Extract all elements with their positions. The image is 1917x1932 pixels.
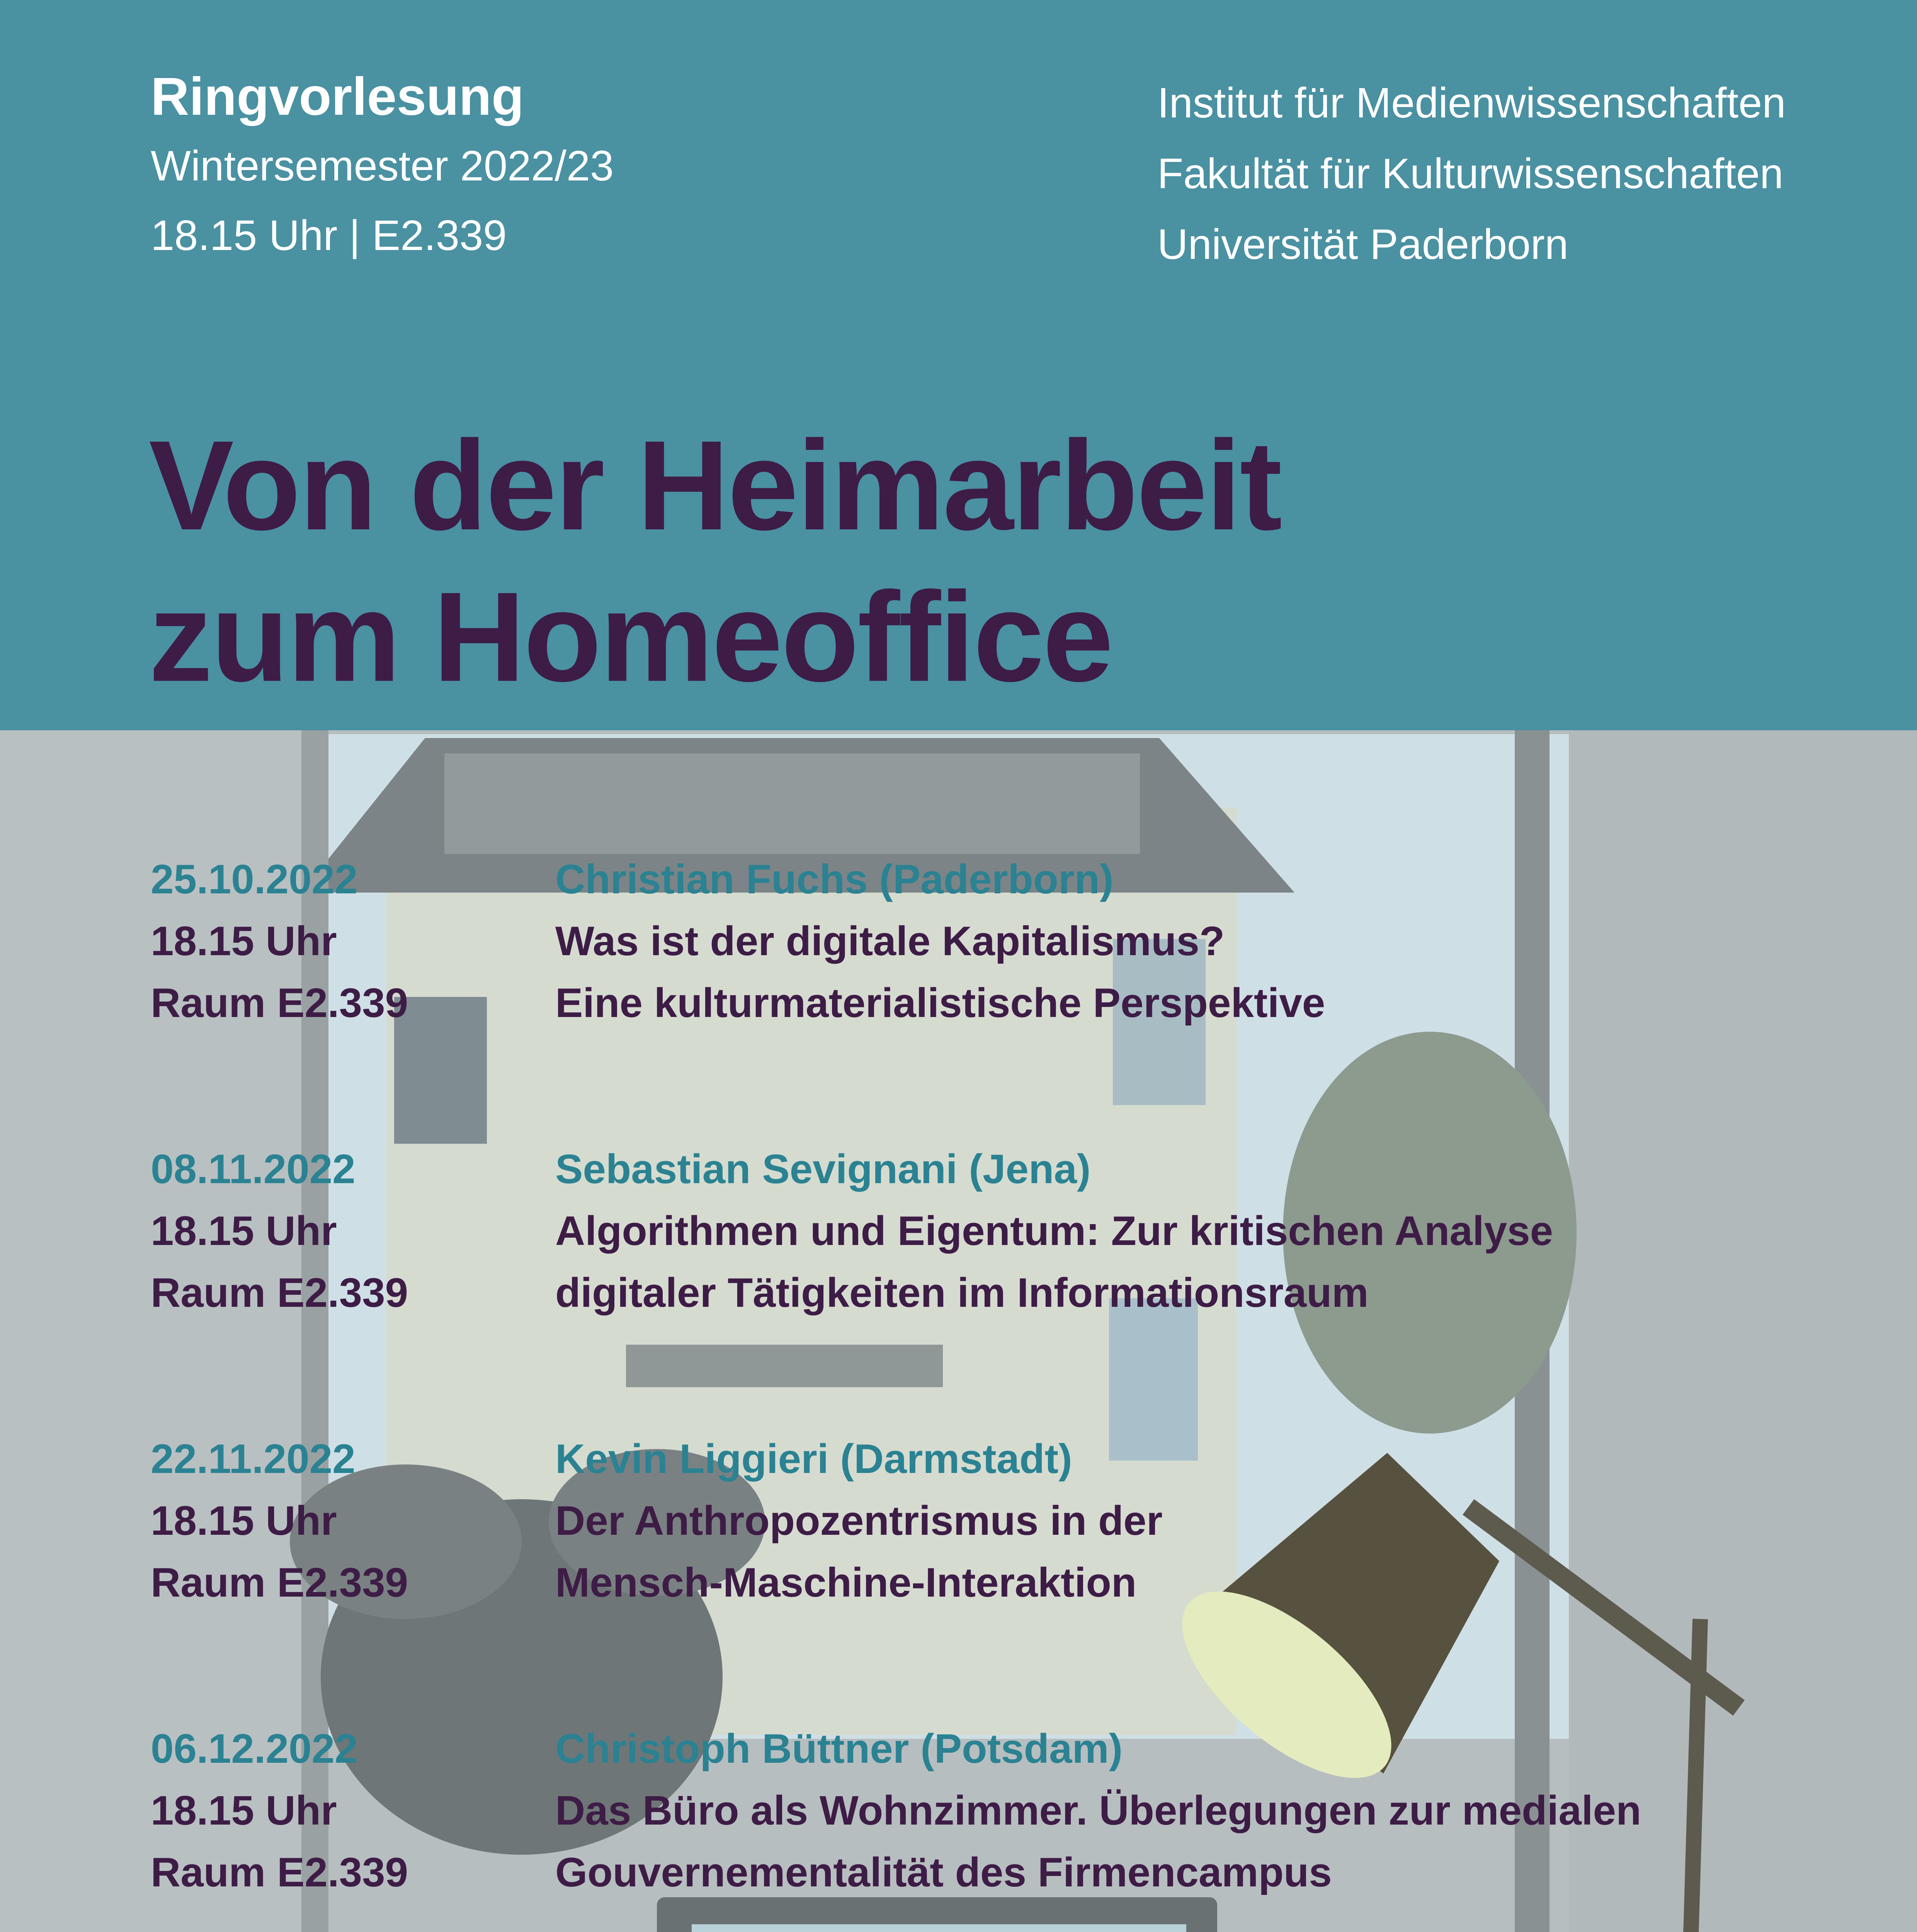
title-line-1: Von der Heimarbeit (149, 414, 1281, 556)
lecture-room: Raum E2.339 (151, 1269, 408, 1316)
time-room-label: 18.15 Uhr | E2.339 (151, 212, 507, 259)
lecture-room: Raum E2.339 (151, 980, 408, 1026)
lecture-title-line-2: digitaler Tätigkeiten im Informationsraum (555, 1269, 1369, 1316)
lecture-title-line-1: Algorithmen und Eigentum: Zur kritischen Analyse (555, 1208, 1553, 1254)
semester-label: Wintersemester 2022/23 (151, 142, 614, 190)
title-line-2: zum Homeoffice (149, 565, 1112, 708)
series-label: Ringvorlesung (151, 67, 524, 126)
lecture-speaker: Kevin Liggieri (Darmstadt) (555, 1435, 1072, 1482)
lecture-date: 06.12.2022 (151, 1725, 358, 1772)
lecture-speaker: Christian Fuchs (Paderborn) (555, 856, 1114, 902)
lecture-date: 25.10.2022 (151, 856, 358, 902)
lecture-item (0, 1138, 1917, 1323)
lecture-title-line-1: Der Anthropozentrismus in der (555, 1497, 1163, 1544)
lecture-item (0, 1428, 1917, 1613)
lecture-room: Raum E2.339 (151, 1849, 408, 1895)
lecture-speaker: Christoph Büttner (Potsdam) (555, 1725, 1123, 1772)
lecture-title-line-2: Gouvernementalität des Firmencampus (555, 1849, 1332, 1895)
lecture-item (0, 848, 1917, 1034)
institute-label: Institut für Medienwissenschaften (1157, 79, 1786, 127)
faculty-label: Fakultät für Kulturwissenschaften (1157, 150, 1784, 197)
lecture-title-line-2: Mensch-Maschine-Interaktion (555, 1559, 1137, 1605)
lecture-item (0, 1718, 1917, 1903)
lecture-room: Raum E2.339 (151, 1559, 408, 1605)
lecture-time: 18.15 Uhr (151, 1497, 337, 1544)
lecture-time: 18.15 Uhr (151, 1787, 337, 1833)
lecture-time: 18.15 Uhr (151, 918, 337, 964)
lecture-title-line-1: Was ist der digitale Kapitalismus? (555, 918, 1225, 964)
lecture-title-line-1: Das Büro als Wohnzimmer. Überlegungen zur medialen (555, 1787, 1641, 1833)
lecture-date: 22.11.2022 (151, 1435, 356, 1482)
lecture-date: 08.11.2022 (151, 1146, 356, 1192)
lecture-time: 18.15 Uhr (151, 1208, 337, 1254)
lecture-title-line-2: Eine kulturmaterialistische Perspektive (555, 980, 1325, 1026)
university-label: Universität Paderborn (1157, 221, 1568, 268)
lecture-speaker: Sebastian Sevignani (Jena) (555, 1146, 1091, 1192)
